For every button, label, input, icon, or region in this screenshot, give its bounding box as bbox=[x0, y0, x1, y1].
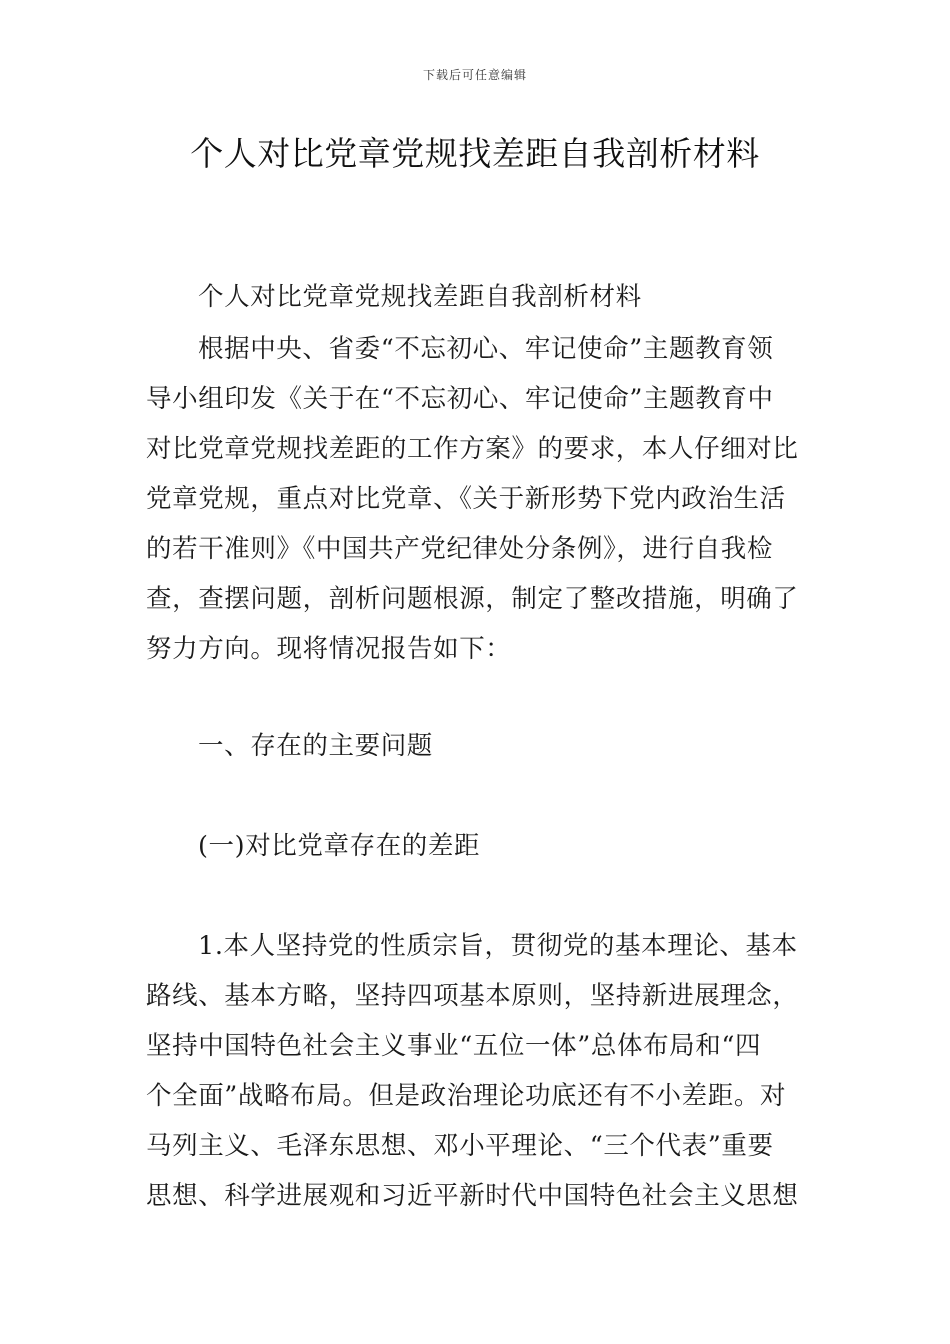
intro-line: 查，查摆问题，剖析问题根源，制定了整改措施，明确了 bbox=[146, 584, 799, 614]
subsection-heading: (一)对比党章存在的差距 bbox=[198, 831, 481, 861]
document-title: 个人对比党章党规找差距自我剖析材料 bbox=[190, 134, 760, 173]
item1-line: 坚持中国特色社会主义事业“五位一体”总体布局和“四 bbox=[146, 1031, 762, 1061]
intro-line: 对比党章党规找差距的工作方案》的要求，本人仔细对比 bbox=[146, 434, 799, 464]
intro-line: 的若干准则》《中国共产党纪律处分条例》，进行自我检 bbox=[146, 534, 774, 564]
item1-line: 个全面”战略布局。但是政治理论功底还有不小差距。对 bbox=[146, 1081, 787, 1111]
header-note: 下载后可任意编辑 bbox=[422, 68, 527, 82]
intro-line: 努力方向。现将情况报告如下： bbox=[146, 634, 512, 664]
item1-line: 马列主义、毛泽东思想、邓小平理论、“三个代表”重要 bbox=[146, 1131, 774, 1161]
intro-line: 党章党规，重点对比党章、《关于新形势下党内政治生活 bbox=[146, 484, 786, 514]
item1-paragraph bbox=[146, 921, 811, 1221]
intro-line: 根据中央、省委“不忘初心、牢记使命”主题教育领 bbox=[198, 334, 774, 364]
subtitle-line: 个人对比党章党规找差距自我剖析材料 bbox=[198, 282, 642, 312]
subsection-heading-block bbox=[146, 821, 811, 871]
section-heading-block bbox=[146, 721, 811, 771]
section-heading: 一、存在的主要问题 bbox=[198, 731, 433, 761]
item1-line: 1.本人坚持党的性质宗旨，贯彻党的基本理论、基本 bbox=[198, 931, 798, 961]
intro-line: 导小组印发《关于在“不忘初心、牢记使命”主题教育中 bbox=[146, 384, 774, 414]
item1-line: 路线、基本方略，坚持四项基本原则，坚持新进展理念， bbox=[146, 981, 799, 1011]
subtitle-paragraph bbox=[146, 272, 811, 322]
intro-paragraph bbox=[146, 324, 811, 674]
item1-line: 思想、科学进展观和习近平新时代中国特色社会主义思想 bbox=[146, 1181, 799, 1211]
